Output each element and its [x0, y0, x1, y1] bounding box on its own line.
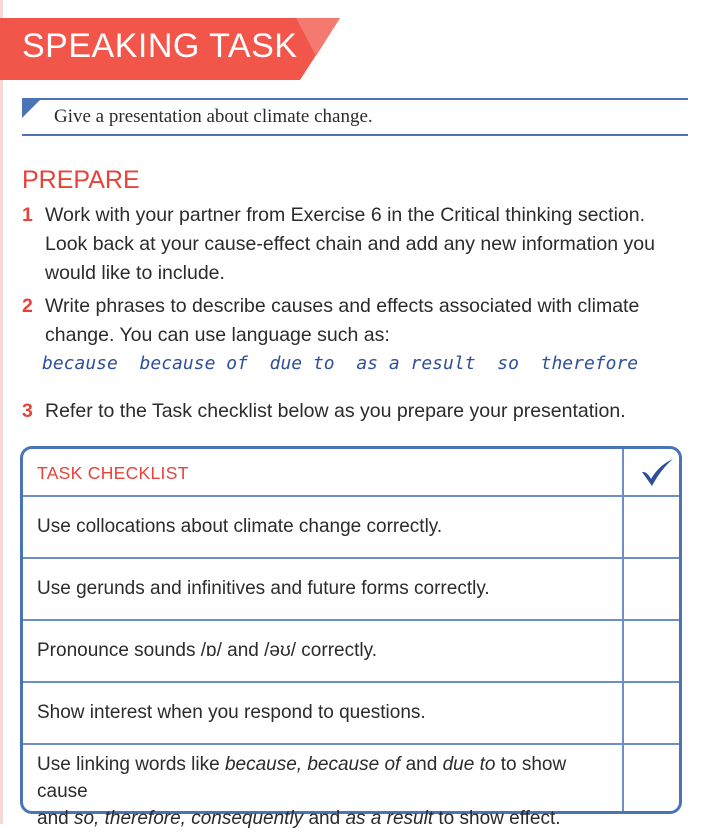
banner-title: SPEAKING TASK — [22, 27, 298, 65]
example-phrase: therefore — [540, 353, 639, 374]
checklist-row — [23, 497, 679, 557]
task-prompt — [22, 98, 688, 136]
speaking-task-banner — [0, 18, 340, 80]
step-line: Write phrases to describe causes and effects associated with climate — [45, 295, 640, 317]
text-run: and — [303, 808, 346, 829]
checklist-line — [37, 805, 597, 832]
checklist-row — [23, 745, 679, 829]
step-line: change. You can use language such as: — [45, 324, 390, 346]
example-phrase: so — [497, 353, 519, 374]
checklist-header: TASK CHECKLIST — [37, 463, 189, 483]
checklist-item-text: Use gerunds and infinitives and future forms correctly. — [37, 578, 490, 599]
example-phrase: as a result — [356, 353, 476, 374]
checklist-item-text — [37, 751, 597, 832]
text-run-emphasis: due to — [442, 754, 496, 775]
step-line: Refer to the Task checklist below as you prepare your presentation. — [45, 400, 626, 422]
prepare-heading: PREPARE — [22, 166, 140, 194]
prompt-flag-icon — [22, 100, 40, 118]
page-margin-rule — [0, 0, 3, 824]
text-run: to show cause — [37, 754, 567, 802]
step-line: Look back at your cause-effect chain and add any new information you — [45, 233, 655, 255]
checklist-item-text: Show interest when you respond to questions. — [37, 702, 426, 723]
checklist-header-row — [23, 449, 679, 495]
text-run: Use linking words like — [37, 754, 225, 775]
step-line: Work with your partner from Exercise 6 in the Critical thinking section. — [45, 204, 646, 226]
text-run-emphasis: so, therefore, consequently — [73, 808, 304, 829]
task-checklist-table — [20, 446, 682, 829]
step-number: 2 — [22, 295, 33, 317]
example-phrase: due to — [269, 353, 335, 374]
checklist-item-text: Use collocations about climate change correctly. — [37, 516, 443, 537]
checklist-row — [23, 683, 679, 743]
checklist-row — [23, 621, 679, 681]
text-run-emphasis: because, because of — [224, 754, 401, 775]
example-phrases — [42, 353, 638, 374]
prompt-text: Give a presentation about climate change. — [54, 106, 373, 127]
step-number: 1 — [22, 204, 33, 226]
step-text — [45, 201, 695, 288]
step-number: 3 — [22, 400, 33, 422]
step-line: would like to include. — [45, 262, 225, 284]
step-text — [45, 397, 695, 426]
text-run-emphasis: as a result — [345, 808, 434, 829]
checklist-line — [37, 751, 597, 805]
text-run: and — [400, 754, 443, 775]
text-run: and — [37, 808, 74, 829]
checkmark-icon — [639, 457, 675, 487]
text-run: to show effect. — [433, 808, 561, 829]
example-phrase: because — [42, 353, 118, 374]
example-phrase: because of — [139, 353, 248, 374]
step-text — [45, 292, 695, 350]
checklist-row — [23, 559, 679, 619]
checklist-item-text: Pronounce sounds /ɒ/ and /əʊ/ correctly. — [37, 640, 377, 661]
